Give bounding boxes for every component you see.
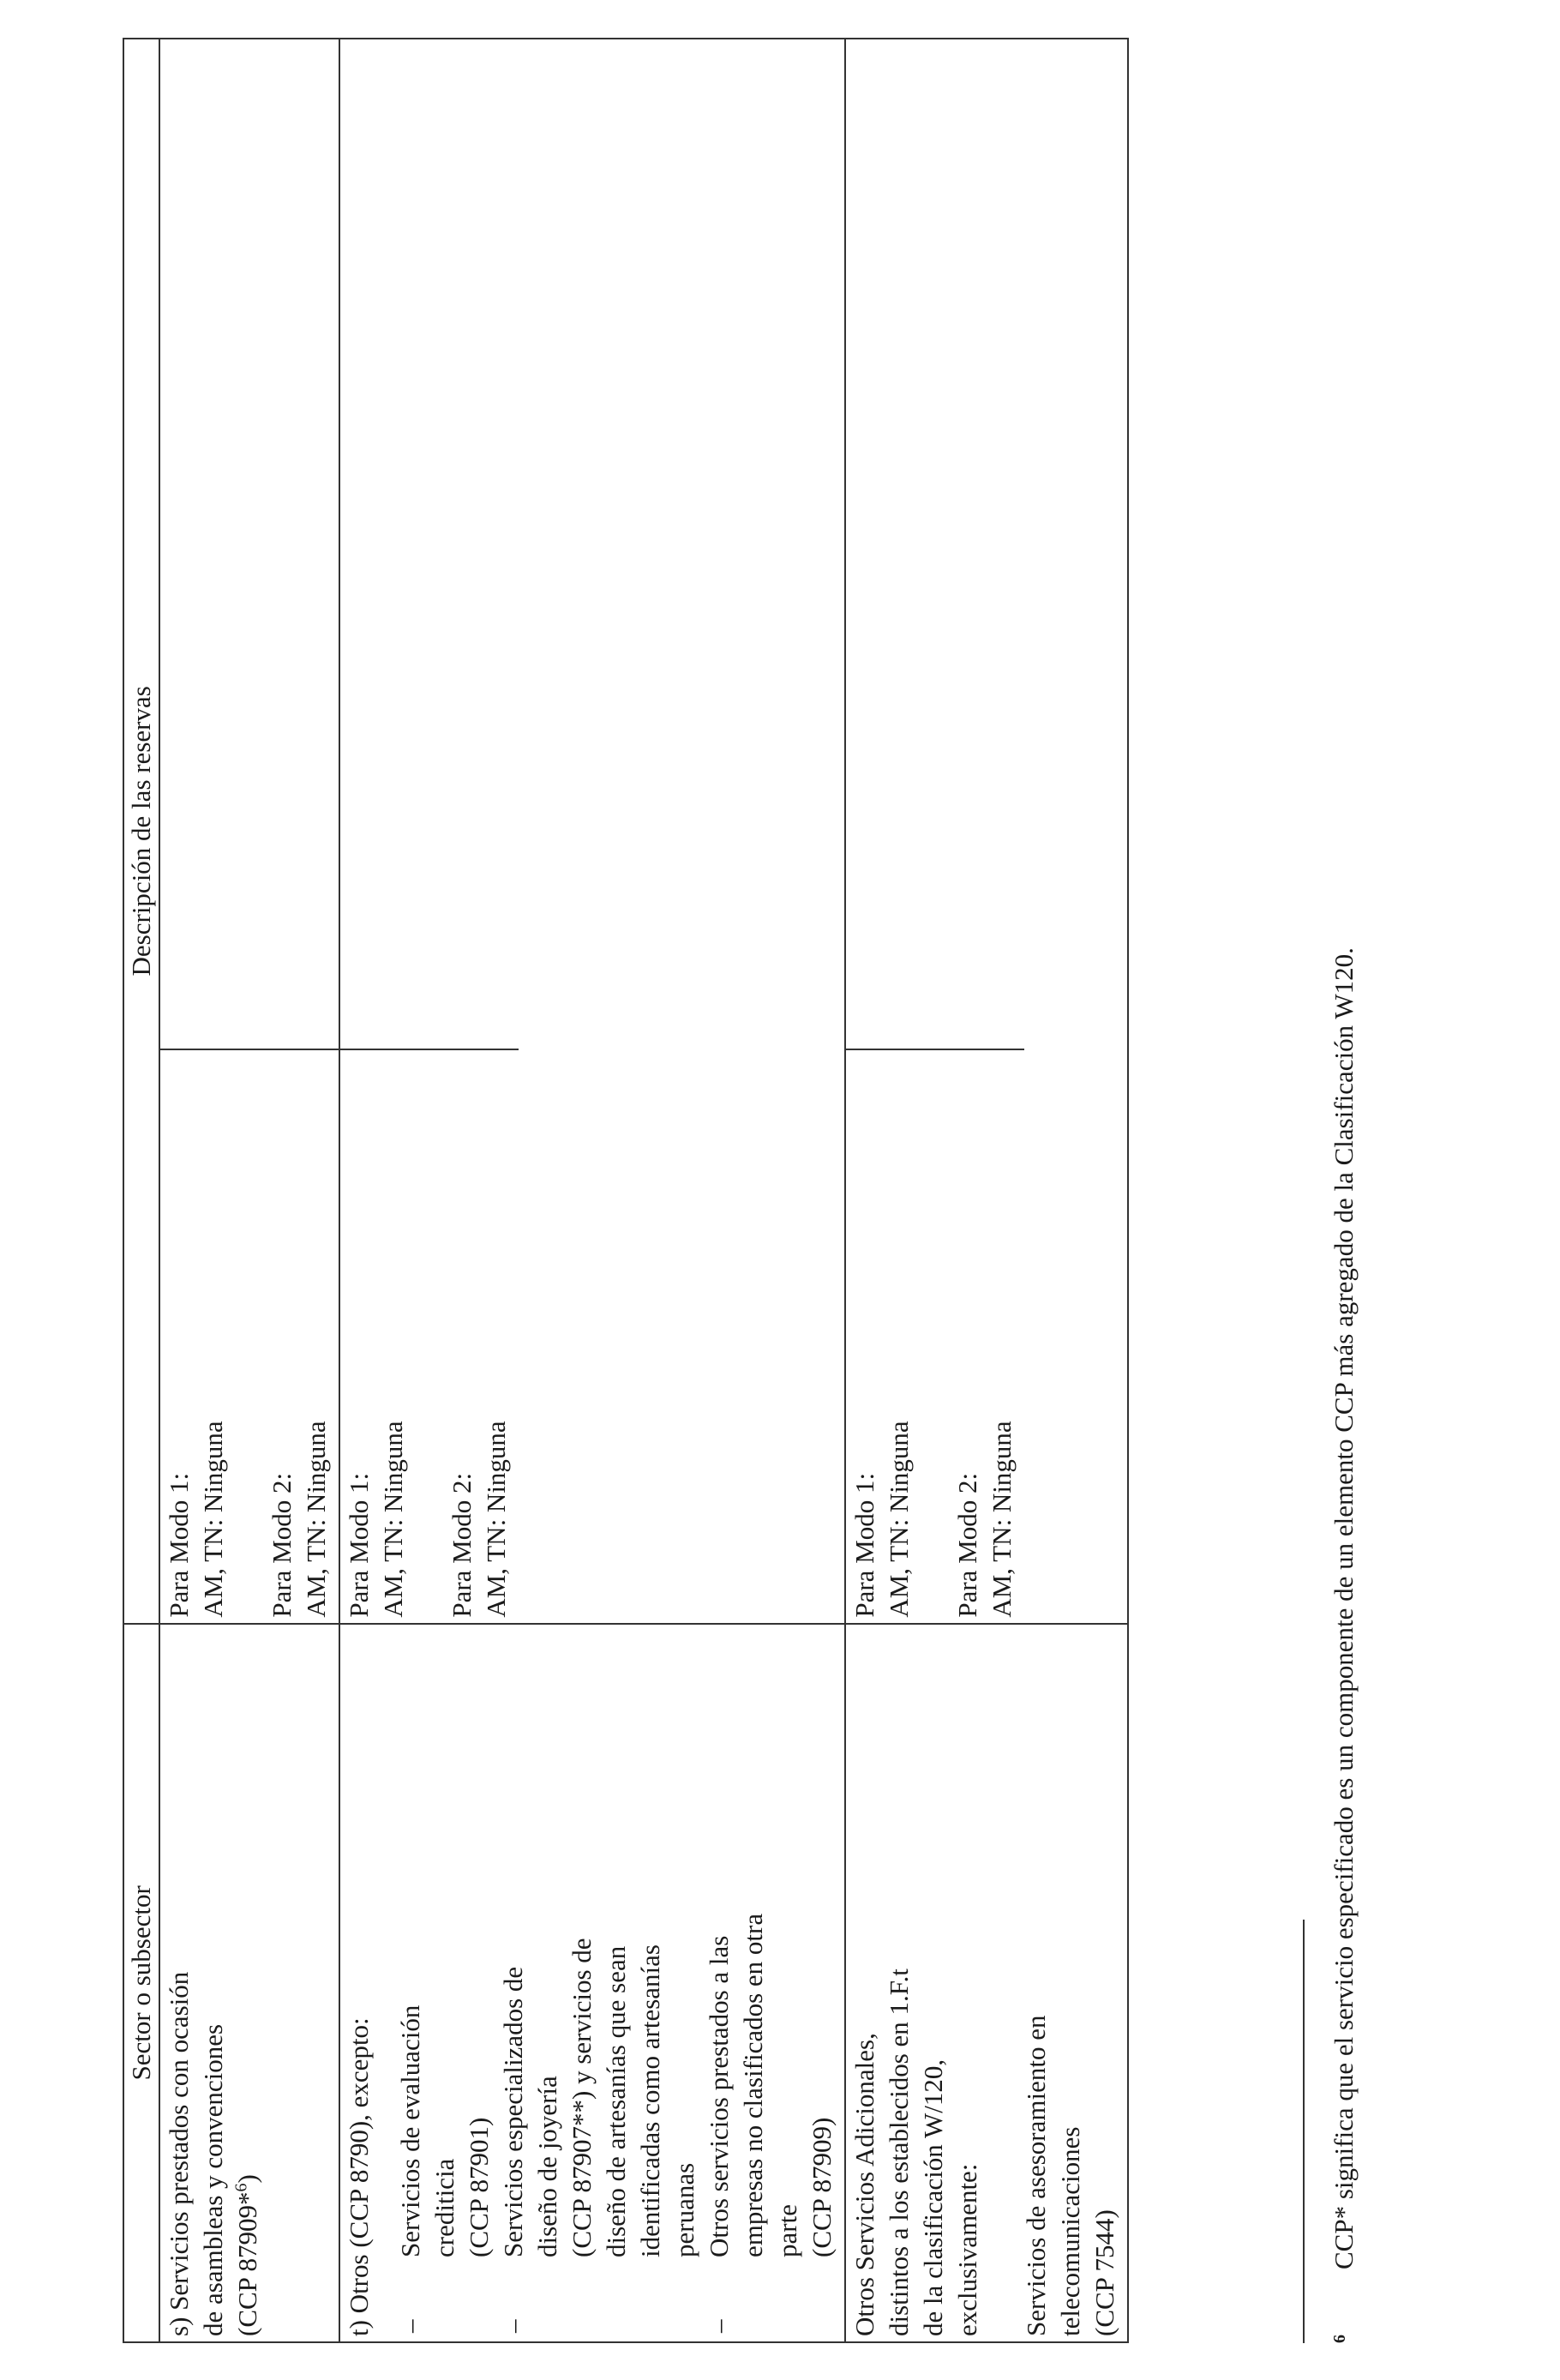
modo2-label: Para Modo 2: xyxy=(447,1472,477,1618)
sector-line: Servicios de asesoramiento en xyxy=(1021,2015,1051,2336)
list-item xyxy=(496,1630,702,2336)
modo2-value: AM, TN: Ninguna xyxy=(301,1421,331,1618)
sector-intro: t) Otros (CCP 8790), excepto: xyxy=(344,2017,374,2336)
list-item-line: (CCP 87907**) y servicios de xyxy=(567,1938,597,2257)
sector-code: (CCP 87909* xyxy=(232,2191,262,2336)
footnote-mark: 6 xyxy=(1330,2335,1349,2343)
sector-line: (CCP 7544) xyxy=(1089,2209,1119,2336)
table-header-row xyxy=(123,39,159,2342)
descripcion-cell xyxy=(159,39,339,1624)
list-item-line: crediticia xyxy=(429,2158,459,2257)
list-item-line: Otros servicios prestados a las xyxy=(704,1935,734,2257)
list-item-line: peruanas xyxy=(669,2162,699,2257)
sector-cell xyxy=(159,1624,339,2342)
table-row xyxy=(339,39,845,2342)
sector-line: de asambleas y convenciones xyxy=(198,2023,228,2336)
modo2-label: Para Modo 2: xyxy=(267,1472,297,1618)
list-item-line: Servicios de evaluación xyxy=(395,2004,425,2257)
modo1-label: Para Modo 1: xyxy=(849,1472,879,1618)
modo2-label: Para Modo 2: xyxy=(952,1472,982,1618)
footnote-text: CCP* significa que el servicio especificado es un componente de un elemento CCP más agregado de la Clasificación W120. xyxy=(1329,947,1359,2269)
table-row xyxy=(159,39,339,2342)
list-item-line: empresas no clasificados en otra xyxy=(738,1913,768,2257)
table-row xyxy=(845,39,1128,2342)
sector-line: Otros Servicios Adicionales, xyxy=(849,2033,879,2336)
footnote xyxy=(1327,28,1361,2343)
list-item-line: diseño de artesanías que sean xyxy=(601,1945,631,2257)
list-item-line: (CCP 87901) xyxy=(464,2117,494,2257)
modo2-value: AM, TN: Ninguna xyxy=(987,1421,1017,1618)
modo1-label: Para Modo 1: xyxy=(164,1472,194,1618)
list-item xyxy=(702,1630,839,2336)
list-item-line: Servicios especializados de xyxy=(498,1966,528,2257)
footnote-divider xyxy=(1303,1920,1305,2343)
sector-line: s) Servicios prestados con ocasión xyxy=(164,1971,194,2336)
list-item-line: diseño de joyería xyxy=(532,2076,562,2257)
sector-line: exclusivamente: xyxy=(952,2163,982,2336)
modo1-value: AM, TN: Ninguna xyxy=(198,1421,228,1618)
list-item-line: (CCP 87909) xyxy=(807,2117,837,2257)
list-item-line: parte xyxy=(772,2204,802,2257)
dash-bullet: – xyxy=(498,2319,528,2333)
sector-close: ) xyxy=(232,2174,262,2184)
modo2-value: AM, TN: Ninguna xyxy=(481,1421,511,1618)
sector-line: telecomunicaciones xyxy=(1055,2126,1085,2336)
reservations-table xyxy=(123,38,1129,2343)
dash-bullet: – xyxy=(395,2319,425,2333)
modo1-value: AM, TN: Ninguna xyxy=(884,1421,914,1618)
sector-cell xyxy=(339,1624,845,2342)
footnote-ref: 6 xyxy=(231,2183,251,2192)
dash-bullet: – xyxy=(704,2319,734,2333)
sector-line: de la clasificación W/120, xyxy=(918,2058,948,2336)
descripcion-cell xyxy=(339,39,845,1624)
modo1-value: AM, TN: Ninguna xyxy=(378,1421,408,1618)
header-sector: Sector o subsector xyxy=(123,1624,159,2342)
sector-line xyxy=(231,1630,265,2336)
sector-line: distintos a los establecidos en 1.F.t xyxy=(884,1968,914,2336)
modo1-label: Para Modo 1: xyxy=(344,1472,374,1618)
header-descripcion: Descripción de las reservas xyxy=(123,39,159,1624)
descripcion-cell xyxy=(845,39,1128,1624)
list-item xyxy=(393,1630,496,2336)
list-item-line: identificadas como artesanías xyxy=(635,1944,665,2257)
sector-cell xyxy=(845,1624,1128,2342)
